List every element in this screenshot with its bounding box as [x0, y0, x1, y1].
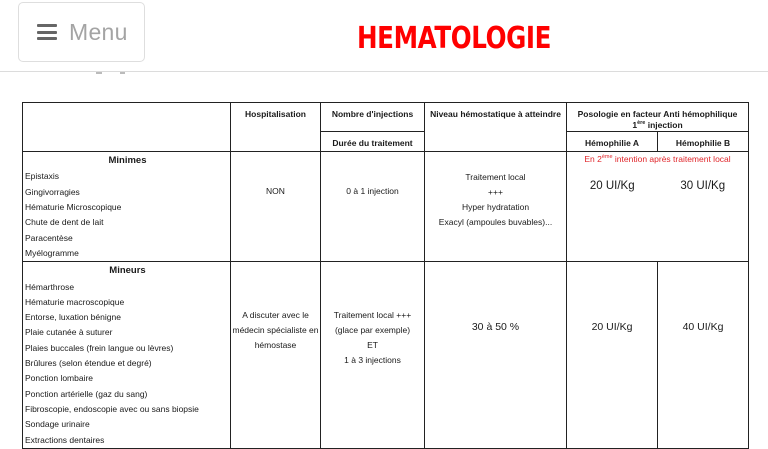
list-item: Gingivorragies	[25, 186, 80, 197]
header-posologie	[567, 103, 749, 132]
cell-niveau: Traitement local +++ Hyper hydratation Exacyl (ampoules buvables)...	[425, 152, 567, 262]
list-item: Sondage urinaire	[25, 419, 90, 430]
list-item: Brûlures (selon étendue et degré)	[25, 358, 152, 369]
list-item: Hématurie macroscopique	[25, 296, 125, 307]
list-item: Chute de dent de lait	[25, 217, 104, 228]
header-hospitalisation: Hospitalisation	[231, 103, 321, 152]
hematology-table	[22, 102, 749, 449]
list-item: Fibroscopie, endoscopie avec ou sans biopsie	[25, 403, 199, 414]
cell-mineurs-list	[23, 262, 231, 449]
cell-niveau: 30 à 50 %	[425, 262, 567, 449]
site-header	[0, 0, 768, 72]
cell-hospitalisation: NON	[231, 152, 321, 262]
list-item: Extractions dentaires	[25, 434, 105, 445]
list-item: Ponction lombaire	[25, 373, 94, 384]
cell-minimes-list	[23, 152, 231, 262]
header-hemophilie-b: Hémophilie B	[658, 132, 749, 152]
list-item: Myélogramme	[25, 247, 79, 258]
site-title[interactable]: HEMATOLOGIE	[357, 21, 552, 56]
header-empty	[23, 103, 231, 152]
group-title: Minimes	[108, 155, 147, 167]
breadcrumb-fragment	[96, 72, 136, 75]
list-item: Epistaxis	[25, 171, 60, 182]
dose-hemophilie-a: 20 UI/Kg	[589, 180, 635, 193]
cell-injections: Traitement local +++ (glace par exemple) ET 1 à 3 injections	[321, 262, 425, 449]
list-item: Entorse, luxation bénigne	[25, 312, 121, 323]
table-row-minimes	[23, 152, 749, 262]
dose-hemophilie-a: 20 UI/Kg	[567, 262, 658, 449]
menu-label: Menu	[69, 18, 128, 45]
list-item: Hématurie Microscopique	[25, 202, 122, 213]
cell-injections: 0 à 1 injection	[321, 152, 425, 262]
header-niveau: Niveau hémostatique à atteindre	[425, 103, 567, 152]
dose-hemophilie-b: 40 UI/Kg	[658, 262, 749, 449]
dose-hemophilie-b: 30 UI/Kg	[680, 180, 726, 193]
cell-posologie	[567, 152, 749, 262]
cell-hospitalisation: A discuter avec le médecin spécialiste en hémostase	[231, 262, 321, 449]
header-nombre-injections: Nombre d'injections	[321, 103, 425, 132]
header-hemophilie-a: Hémophilie A	[567, 132, 658, 152]
hematology-table-image	[22, 102, 748, 445]
posologie-title: Posologie en facteur Anti hémophilique	[577, 109, 738, 119]
list-item: Ponction artérielle (gaz du sang)	[25, 388, 148, 399]
posologie-subtitle: 1ère injection	[632, 120, 683, 131]
header-duree-traitement: Durée du traitement	[321, 132, 425, 152]
list-item: Paracentèse	[25, 232, 73, 243]
list-item: Plaies buccales (frein langue ou lèvres)	[25, 342, 174, 353]
group-title: Mineurs	[109, 265, 146, 277]
table-row-mineurs	[23, 262, 749, 449]
list-item: Hémarthrose	[25, 281, 75, 292]
hamburger-icon	[37, 24, 57, 40]
list-item: Plaie cutanée à suturer	[25, 327, 113, 338]
posologie-note: En 2ème intention après traitement local	[584, 154, 731, 165]
menu-button[interactable]	[18, 2, 145, 62]
